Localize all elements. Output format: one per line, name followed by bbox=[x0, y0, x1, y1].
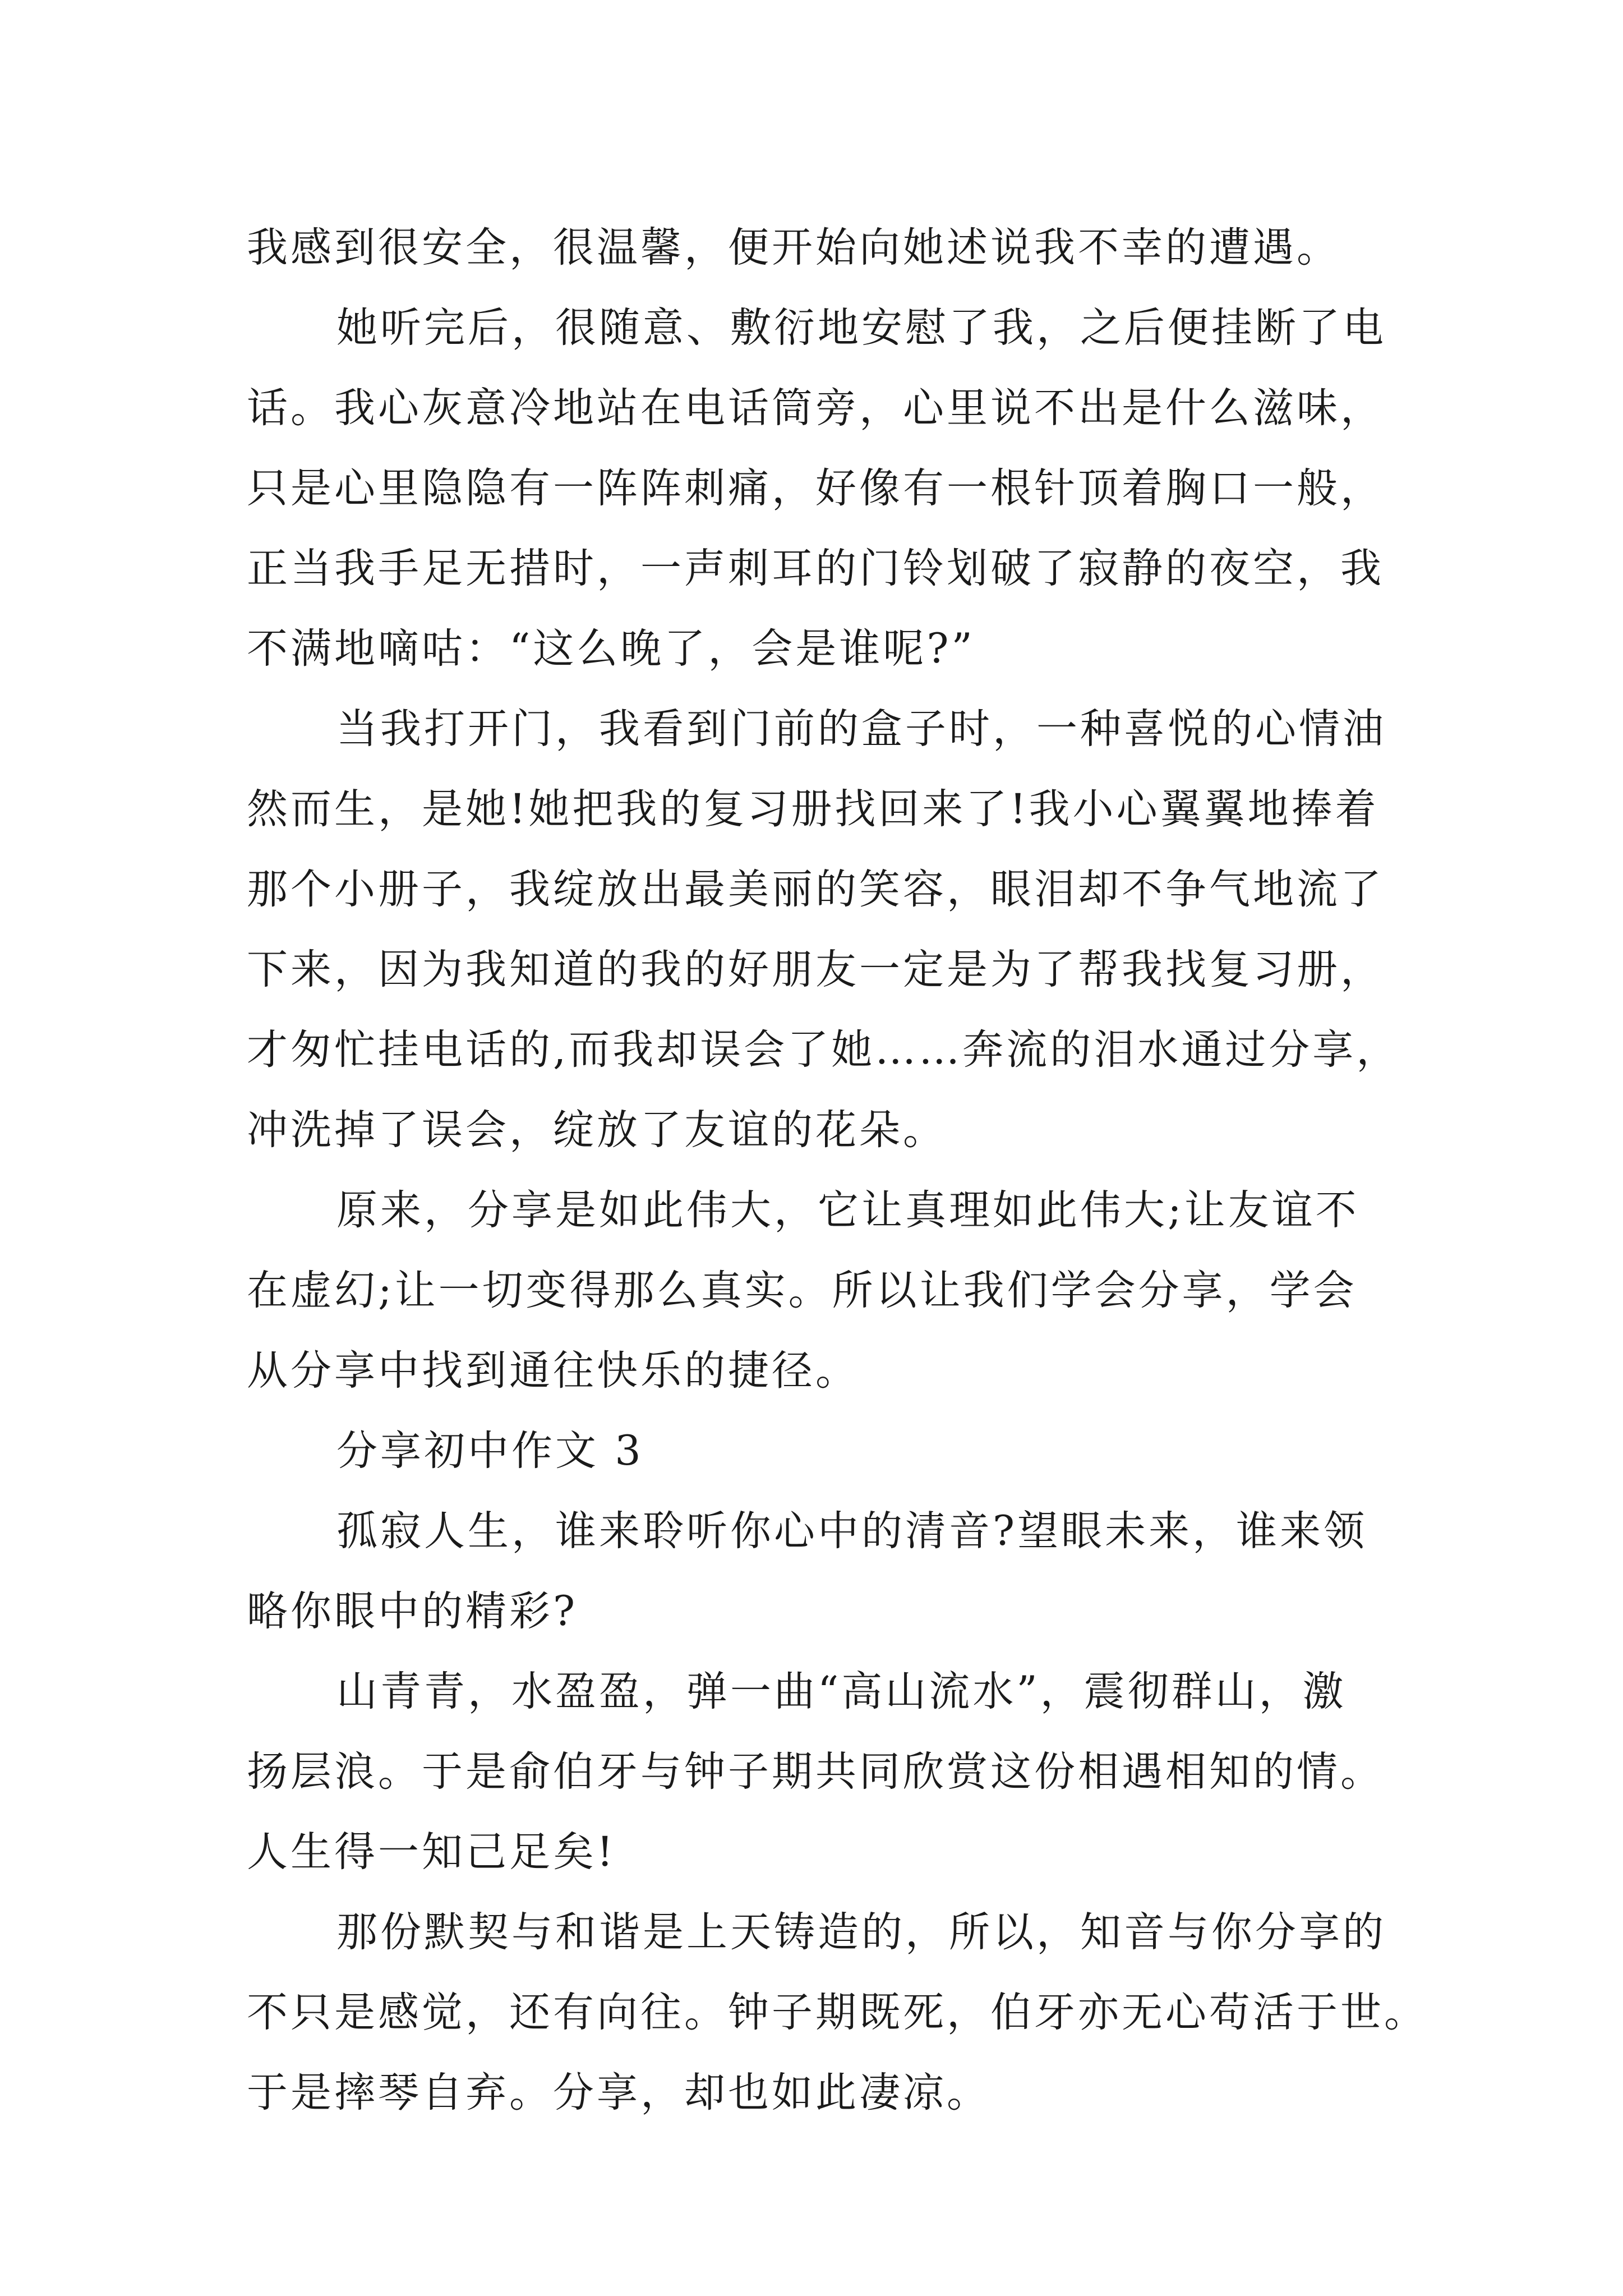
paragraph-start-line: 当我打开门，我看到门前的盒子时，一种喜悦的心情油 bbox=[336, 705, 1386, 753]
paragraph-start-line: 山青青，水盈盈，弹一曲“高山流水”，震彻群山，激 bbox=[336, 1668, 1347, 1715]
section-heading: 分享初中作文 3 bbox=[336, 1427, 644, 1475]
paragraph-start-line: 原来，分享是如此伟大，它让真理如此伟大;让友谊不 bbox=[336, 1186, 1359, 1234]
text-line: 下来，因为我知道的我的好朋友一定是为了帮我找复习册， bbox=[247, 946, 1384, 993]
text-line: 在虚幻;让一切变得那么真实。所以让我们学会分享，学会 bbox=[247, 1267, 1357, 1314]
text-line: 冲洗掉了误会，绽放了友谊的花朵。 bbox=[247, 1106, 947, 1154]
text-line: 然而生，是她!她把我的复习册找回来了!我小心翼翼地捧着 bbox=[247, 785, 1379, 833]
text-line: 于是摔琴自弃。分享，却也如此凄凉。 bbox=[247, 2069, 990, 2116]
text-line: 我感到很安全，很温馨，便开始向她述说我不幸的遭遇。 bbox=[247, 224, 1340, 272]
paragraph-start-line: 她听完后，很随意、敷衍地安慰了我，之后便挂断了电 bbox=[336, 304, 1386, 352]
text-line: 人生得一知己足矣! bbox=[247, 1828, 616, 1876]
paragraph-start-line: 那份默契与和谐是上天铸造的，所以，知音与你分享的 bbox=[336, 1908, 1386, 1956]
text-line: 不满地嘀咕：“这么晚了，会是谁呢?” bbox=[247, 625, 975, 673]
text-line: 话。我心灰意冷地站在电话筒旁，心里说不出是什么滋味， bbox=[247, 384, 1384, 432]
text-line: 扬层浪。于是俞伯牙与钟子期共同欣赏这份相遇相知的情。 bbox=[247, 1748, 1384, 1796]
text-line: 略你眼中的精彩? bbox=[247, 1588, 578, 1635]
text-line: 从分享中找到通往快乐的捷径。 bbox=[247, 1347, 859, 1395]
paragraph-start-line: 孤寂人生，谁来聆听你心中的清音?望眼未来，谁来领 bbox=[336, 1507, 1368, 1555]
text-line: 才匆忙挂电话的,而我却误会了她……奔流的泪水通过分享， bbox=[247, 1026, 1400, 1074]
text-line: 不只是感觉，还有向往。钟子期既死，伯牙亦无心苟活于世。 bbox=[247, 1989, 1428, 2036]
text-line: 正当我手足无措时，一声刺耳的门铃划破了寂静的夜空，我 bbox=[247, 545, 1384, 592]
text-line: 那个小册子，我绽放出最美丽的笑容，眼泪却不争气地流了 bbox=[247, 866, 1384, 913]
text-line: 只是心里隐隐有一阵阵刺痛，好像有一根针顶着胸口一般， bbox=[247, 464, 1384, 512]
document-body bbox=[247, 208, 1428, 2133]
